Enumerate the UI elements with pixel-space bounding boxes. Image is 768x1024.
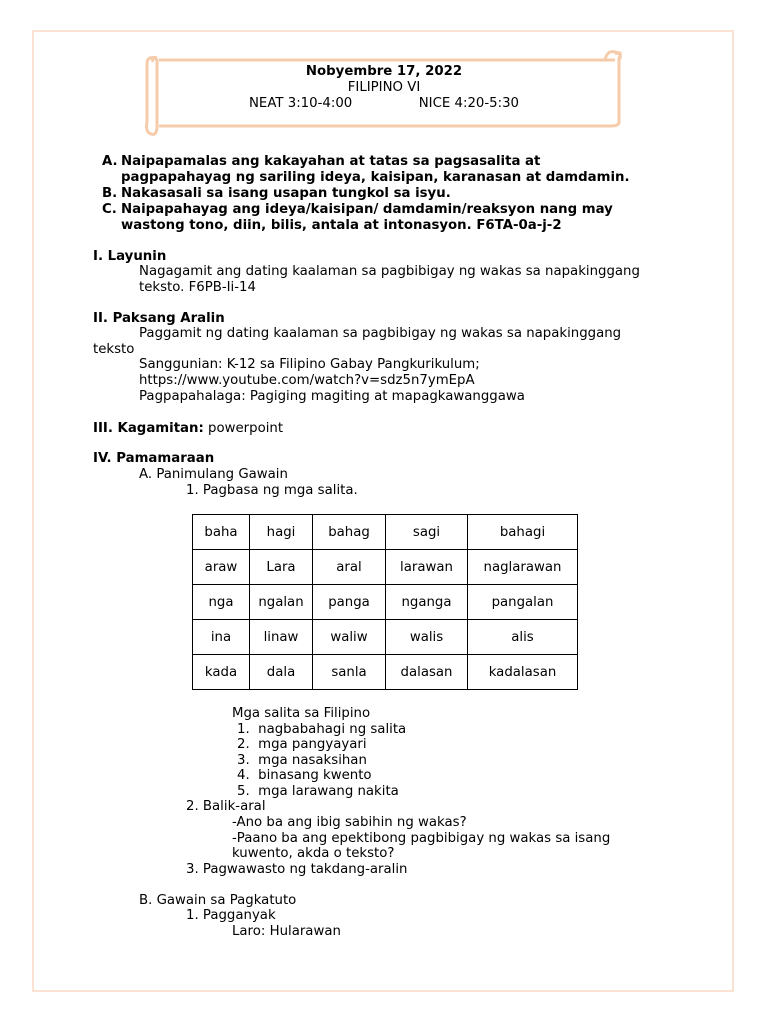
panimulang-gawain: A. Panimulang Gawain: [139, 467, 288, 482]
pagganyak: 1. Pagganyak: [186, 908, 276, 923]
kagamitan: [93, 421, 283, 437]
objective-line: pagpapahayag ng sariling ideya, kaisipan, karanasan at damdamin.: [121, 170, 630, 185]
table-cell: sanla: [313, 655, 386, 690]
kagamitan-label: III. Kagamitan:: [93, 421, 204, 436]
header-text: [145, 64, 623, 112]
table-cell: aral: [313, 550, 386, 585]
table-cell: pangalan: [468, 585, 578, 620]
paksang-heading: II. Paksang Aralin: [93, 311, 225, 326]
table-cell: ina: [193, 620, 250, 655]
table-cell: kadalasan: [468, 655, 578, 690]
table-cell: bahag: [313, 515, 386, 550]
header-sections: [145, 96, 623, 112]
table-row: [193, 550, 578, 585]
table-cell: naglarawan: [468, 550, 578, 585]
list-item-text: mga pangyayari: [258, 737, 367, 752]
table-cell: sagi: [386, 515, 468, 550]
pamamaraan-heading: IV. Pamamaraan: [93, 451, 215, 466]
table-cell: panga: [313, 585, 386, 620]
table-cell: waliw: [313, 620, 386, 655]
layunin-heading: I. Layunin: [93, 249, 167, 264]
header-date: Nobyembre 17, 2022: [305, 64, 463, 79]
word-table: [192, 514, 578, 690]
list-item: 5. mga larawang nakita: [237, 784, 399, 799]
gawain-sa-pagkatuto: B. Gawain sa Pagkatuto: [139, 893, 297, 908]
table-row: [193, 620, 578, 655]
list-item: 1. nagbabahagi ng salita: [237, 722, 407, 737]
table-cell: larawan: [386, 550, 468, 585]
balik-aral-question-2-cont: kuwento, akda o teksto?: [232, 846, 395, 861]
table-cell: kada: [193, 655, 250, 690]
objective-line: wastong tono, diin, bilis, antala at intonasyon. F6TA-0a-j-2: [121, 218, 562, 233]
table-cell: alis: [468, 620, 578, 655]
table-cell: hagi: [250, 515, 313, 550]
table-row: [193, 655, 578, 690]
paksang-line-2: teksto: [93, 342, 135, 357]
objective-a: [102, 154, 702, 186]
table-cell: araw: [193, 550, 250, 585]
list-item: 3. mga nasaksihan: [237, 753, 367, 768]
pagbasa-item: 1. Pagbasa ng mga salita.: [186, 483, 358, 498]
table-cell: nganga: [386, 585, 468, 620]
layunin-line-1: Nagagamit ang dating kaalaman sa pagbibigay ng wakas sa napakinggang: [139, 264, 640, 279]
header-scroll-banner: [145, 46, 623, 138]
paksang-line-1: Paggamit ng dating kaalaman sa pagbibigay ng wakas sa napakinggang: [139, 326, 622, 341]
balik-aral-question-1: -Ano ba ang ibig sabihin ng wakas?: [232, 815, 467, 830]
table-cell: dala: [250, 655, 313, 690]
sanggunian: Sanggunian: K-12 sa Filipino Gabay Pangkurikulum;: [139, 357, 480, 372]
objective-b: [102, 186, 702, 202]
list-item-text: binasang kwento: [258, 768, 372, 783]
header-subject: FILIPINO VI: [347, 80, 421, 95]
table-cell: Lara: [250, 550, 313, 585]
balik-aral: 2. Balik-aral: [186, 799, 266, 814]
table-cell: nga: [193, 585, 250, 620]
objective-letter: A.: [102, 154, 118, 169]
objective-letter: B.: [102, 186, 118, 201]
list-item-text: nagbabahagi ng salita: [258, 722, 407, 737]
mga-salita-title: Mga salita sa Filipino: [232, 706, 371, 721]
table-row: [193, 515, 578, 550]
objective-line: Nakasasali sa isang usapan tungkol sa isyu.: [121, 186, 451, 201]
table-cell: baha: [193, 515, 250, 550]
list-item-text: mga nasaksihan: [258, 753, 367, 768]
objective-c: [102, 202, 702, 234]
objective-line: Naipapamalas ang kakayahan at tatas sa pagsasalita at: [121, 154, 541, 169]
list-item: 2. mga pangyayari: [237, 737, 367, 752]
objective-letter: C.: [102, 202, 117, 217]
table-cell: dalasan: [386, 655, 468, 690]
laro-hularawan: Laro: Hularawan: [232, 924, 341, 939]
pagpapahalaga: Pagpapahalaga: Pagiging magiting at mapagkawanggawa: [139, 389, 525, 404]
table-row: [193, 585, 578, 620]
header-section-neat: NEAT 3:10-4:00: [248, 96, 353, 111]
pagwawasto: 3. Pagwawasto ng takdang-aralin: [186, 862, 408, 877]
objective-line: Naipapahayag ang ideya/kaisipan/ damdamin/reaksyon nang may: [121, 202, 613, 217]
reference-url: https://www.youtube.com/watch?v=sdz5n7ymEpA: [139, 373, 475, 388]
list-item: 4. binasang kwento: [237, 768, 372, 783]
list-item-text: mga larawang nakita: [258, 784, 399, 799]
header-section-nice: NICE 4:20-5:30: [418, 96, 520, 111]
table-cell: ngalan: [250, 585, 313, 620]
layunin-line-2: teksto. F6PB-Ii-14: [139, 280, 256, 295]
table-cell: walis: [386, 620, 468, 655]
kagamitan-value: powerpoint: [203, 421, 284, 436]
table-cell: linaw: [250, 620, 313, 655]
table-cell: bahagi: [468, 515, 578, 550]
balik-aral-question-2: -Paano ba ang epektibong pagbibigay ng wakas sa isang: [232, 831, 611, 846]
